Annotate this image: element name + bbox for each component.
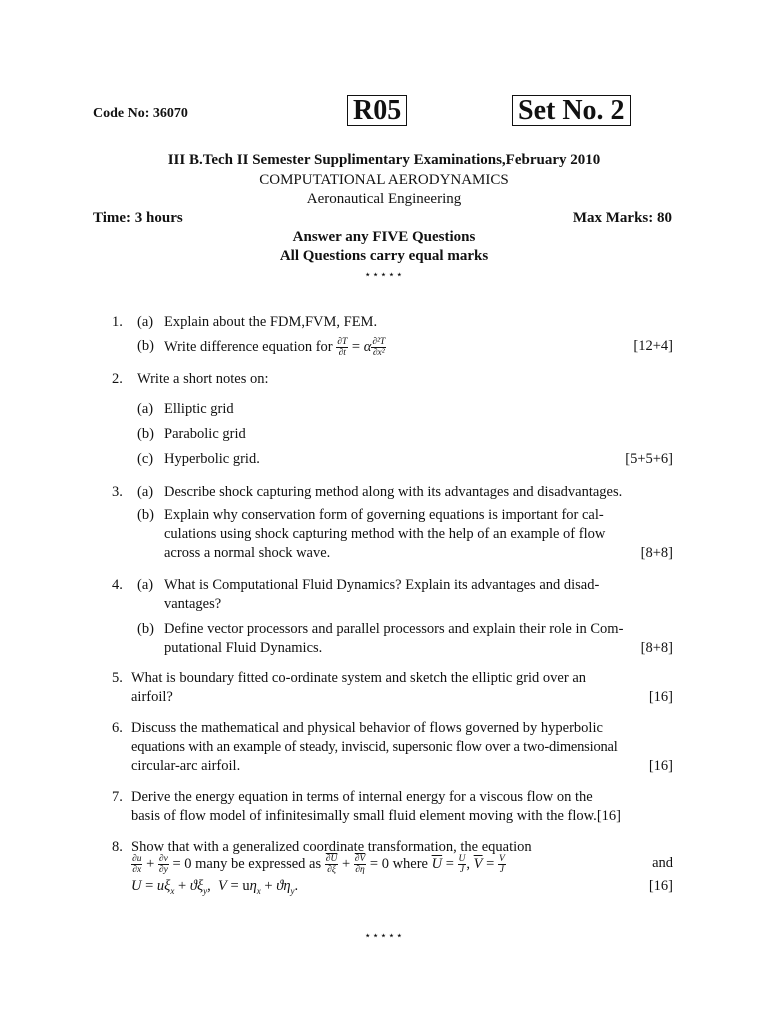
instruction-answer: Answer any FIVE Questions xyxy=(292,229,476,245)
question-line: What is boundary fitted co-ordinate system and sketch the elliptic grid over an xyxy=(131,670,587,686)
question-number: 8. xyxy=(112,839,123,855)
part-line: Define vector processors and parallel processors and explain their role in Com- xyxy=(164,621,624,637)
part-label: (a) xyxy=(137,401,154,417)
exam-title: III B.Tech II Semester Supplimentary Examinations,February 2010 xyxy=(167,152,601,168)
question-number: 5. xyxy=(112,670,123,686)
marks: [5+5+6] xyxy=(625,451,673,467)
part-b-text xyxy=(164,337,386,358)
question-line: equations with an example of steady, inviscid, supersonic flow over a two-dimensional xyxy=(131,739,618,755)
regulation-box: R05 xyxy=(347,95,407,126)
question-number: 2. xyxy=(112,371,123,387)
part-text: Parabolic grid xyxy=(164,426,246,442)
part-label: (b) xyxy=(137,338,154,354)
question-line: Discuss the mathematical and physical behavior of flows governed by hyperbolic xyxy=(131,720,603,736)
part-a-text: Explain about the FDM,FVM, FEM. xyxy=(164,314,378,330)
question-number: 4. xyxy=(112,577,123,593)
part-text: Elliptic grid xyxy=(164,401,234,417)
continuity-equation: $\frac{\partial u}{\partial x}$ + $\frac{\partial v}{\partial y}$ = 0 many be expressed as $\frac{\partial U}{\partial\xi}$ + $\frac{\partial V}{\partial\eta}$ = 0 where $\overline{U}$ = $\frac{U}{J}$ , $\overline{V}$ = $\frac{V}{J}$ xyxy=(132,854,505,875)
part-label: (a) xyxy=(137,577,154,593)
subject-title: COMPUTATIONAL AERODYNAMICS xyxy=(259,172,509,188)
exam-time: Time: 3 hours xyxy=(93,210,183,226)
branch-title: Aeronautical Engineering xyxy=(306,191,462,207)
marks: [16] xyxy=(596,808,621,824)
header-stars: ⋆⋆⋆⋆⋆ xyxy=(364,269,404,281)
question-text: Write a short notes on: xyxy=(137,371,269,387)
marks: [12+4] xyxy=(633,338,673,354)
part-line: culations using shock capturing method with the help of an example of flow xyxy=(164,526,606,542)
marks: [16] xyxy=(648,878,673,894)
part-label: (a) xyxy=(137,314,154,330)
question-line xyxy=(131,807,621,826)
part-text: Describe shock capturing method along with its advantages and disadvantages. xyxy=(164,484,623,500)
set-number-box: Set No. 2 xyxy=(512,95,631,126)
where-text: = 0 where xyxy=(369,855,428,872)
question-number: 3. xyxy=(112,484,123,500)
part-label: (b) xyxy=(137,426,154,442)
expressed-text: = 0 many be expressed as xyxy=(172,855,322,872)
marks: [16] xyxy=(648,758,673,774)
marks: [8+8] xyxy=(640,545,673,561)
question-line: Derive the energy equation in terms of internal energy for a viscous flow on the xyxy=(131,789,593,805)
code-number: Code No: 36070 xyxy=(93,106,188,121)
part-line: putational Fluid Dynamics. xyxy=(164,640,323,656)
question-number: 6. xyxy=(112,720,123,736)
question-line: circular-arc airfoil. xyxy=(131,758,241,774)
instruction-equal-marks: All Questions carry equal marks xyxy=(279,248,489,264)
part-label: (b) xyxy=(137,621,154,637)
part-line: across a normal shock wave. xyxy=(164,545,331,561)
part-line: What is Computational Fluid Dynamics? Explain its advantages and disad- xyxy=(164,577,600,593)
footer-stars: ⋆⋆⋆⋆⋆ xyxy=(364,930,404,942)
part-label: (b) xyxy=(137,507,154,523)
question-line: airfoil? xyxy=(131,689,173,705)
question-number: 1. xyxy=(112,314,123,330)
max-marks: Max Marks: 80 xyxy=(572,210,672,226)
and-text: and xyxy=(652,855,673,871)
marks: [16] xyxy=(648,689,673,705)
part-b-prefix: Write difference equation for xyxy=(164,338,333,355)
heat-equation: $\frac{\partial T}{\partial t}$ = α $\frac{\text{∂²T}}{\text{∂x²}}$ xyxy=(337,337,386,358)
part-text: Hyperbolic grid. xyxy=(164,451,260,467)
question-line: Show that with a generalized coordinate transformation, the equation xyxy=(131,839,532,855)
question-number: 7. xyxy=(112,789,123,805)
question-line-text: basis of flow model of infinitesimally small fluid element moving with the flow. xyxy=(131,808,597,824)
transformation-definitions: $U = u\xi_x + ϑ\xi_y$, $V = u\eta_x + ϑ\eta_y$. xyxy=(131,878,299,896)
part-label: (a) xyxy=(137,484,154,500)
part-label: (c) xyxy=(137,451,154,467)
part-line: vantages? xyxy=(164,596,222,612)
part-line: Explain why conservation form of governing equations is important for cal- xyxy=(164,507,604,523)
marks: [8+8] xyxy=(640,640,673,656)
